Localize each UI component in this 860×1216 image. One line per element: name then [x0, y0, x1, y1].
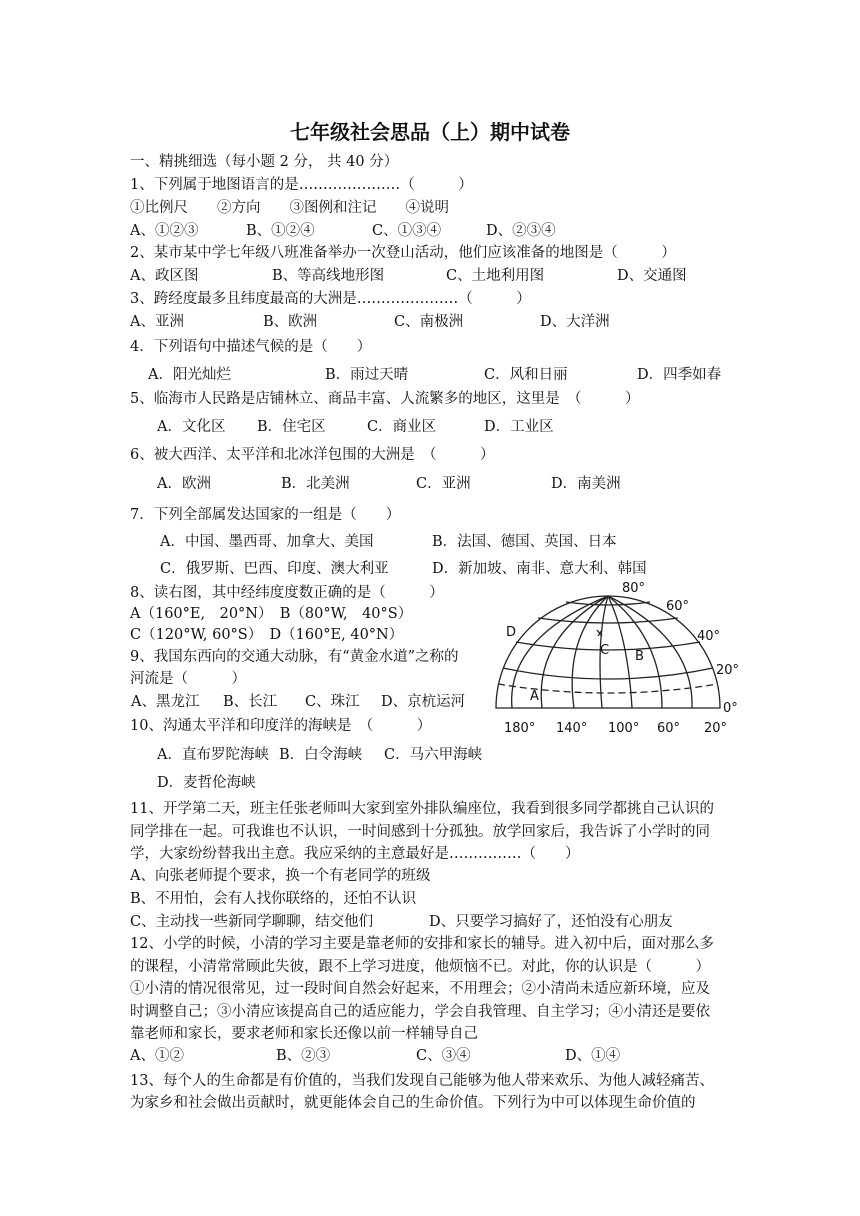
q5-option-d: D．工业区 [484, 419, 554, 435]
q3-option-a: A、亚洲 [130, 314, 184, 330]
q1-option-d: D、②③④ [486, 223, 556, 239]
q7-option-a: A．中国、墨西哥、加拿大、美国 [160, 534, 374, 550]
q6-option-c: C．亚洲 [416, 476, 471, 492]
q5-option-c: C．商业区 [367, 419, 437, 435]
q6-option-a: A．欧洲 [157, 476, 211, 492]
point-label-a: A [530, 689, 539, 704]
q11-option-c: C、主动找一些新同学聊聊，结交他们 [130, 914, 374, 930]
q8-options-ab: A（160°E, 20°N） B（80°W, 40°S） [130, 606, 413, 622]
q7-stem: 7．下列全部属发达国家的一组是（ ） [130, 507, 401, 523]
q9-option-b: B、长江 [223, 694, 278, 710]
q9-stem-line2: 河流是（ ） [130, 671, 246, 687]
q6-stem: 6、被大西洋、太平洋和北冰洋包围的大洲是 （ ） [130, 447, 495, 463]
q1-option-c: C、①③④ [372, 223, 442, 239]
q13-line: 为家乡和社会做出贡献时，就更能体会自己的生命价值。下列行为中可以体现生命价值的 [130, 1095, 696, 1111]
lon-label-60: 60° [657, 721, 681, 736]
q3-option-d: D、大洋洲 [540, 314, 610, 330]
q1-stem: 1、下列属于地图语言的是…………………（ ） [130, 177, 473, 193]
lon-label-140: 140° [556, 721, 588, 736]
q3-option-c: C、南极洲 [394, 314, 464, 330]
lon-label-100: 100° [608, 721, 640, 736]
meridian-line [608, 596, 632, 708]
q4-option-a: A．阳光灿烂 [148, 367, 231, 383]
q10-option-c: C．马六甲海峡 [384, 747, 483, 763]
lat-label-0: 0° [723, 701, 738, 716]
q9-stem-line1: 9、我国东西向的交通大动脉，有“黄金水道”之称的 [130, 649, 459, 665]
parallel-line [566, 602, 650, 605]
q4-option-c: C．风和日丽 [484, 367, 568, 383]
q12-line: 靠老师和家长，要求老师和家长还像以前一样辅导自己 [130, 1026, 478, 1042]
latitude-longitude-map [494, 578, 746, 740]
q8-stem: 8、读右图，其中经纬度度数正确的是（ ） [130, 585, 444, 601]
q12-option-a: A、①② [130, 1048, 184, 1064]
lon-label-180: 180° [504, 721, 536, 736]
q12-line: 时调整自己；③小清应该提高自己的适应能力，学会自我管理、自主学习；④小清还是要依 [130, 1004, 710, 1020]
q6-option-d: D．南美洲 [551, 476, 621, 492]
q4-stem: 4．下列语句中描述气候的是（ ） [130, 339, 372, 355]
q9-option-d: D、京杭运河 [381, 694, 466, 710]
q11-option-d: D、只要学习搞好了，还怕没有心朋友 [429, 914, 673, 930]
q11-option-b: B、不用怕，会有人找你联络的，还怕不认识 [130, 891, 417, 907]
q4-option-d: D．四季如春 [637, 367, 722, 383]
q4-option-b: B．雨过天晴 [325, 367, 409, 383]
q10-option-a: A．直布罗陀海峡 [157, 747, 269, 763]
q9-option-a: A、黑龙江 [131, 694, 200, 710]
lat-label-40: 40° [697, 629, 721, 644]
q5-stem: 5、临海市人民路是店铺林立、商品丰富、人流繁多的地区，这里是 （ ） [130, 391, 640, 407]
q12-option-c: C、③④ [416, 1048, 471, 1064]
section-heading: 一、精挑细选（每小题 2 分， 共 40 分） [130, 154, 399, 170]
point-label-b: B [635, 649, 644, 664]
q11-line: 11、开学第二天，班主任张老师叫大家到室外排队编座位，我看到很多同学都挑自己认识的 [130, 801, 714, 817]
lat-label-20: 20° [716, 663, 740, 678]
lon-label-20: 20° [704, 721, 728, 736]
q6-option-b: B．北美洲 [281, 476, 350, 492]
q1-option-b: B、①②④ [246, 223, 315, 239]
q10-option-d: D．麦哲伦海峡 [157, 775, 256, 791]
point-label-c: C [600, 643, 610, 658]
q12-line: ①小清的情况很常见，过一段时间自然会好起来，不用理会；②小清尚未适应新环境，应及 [130, 981, 710, 997]
lat-label-60: 60° [666, 599, 690, 614]
q5-option-b: B．住宅区 [257, 419, 326, 435]
q3-option-b: B、欧洲 [263, 314, 318, 330]
q12-line: 12、小学的时候，小清的学习主要是靠老师的安排和家长的辅导。进入初中后，面对那么多 [130, 936, 714, 952]
q11-option-a: A、向张老师提个要求，换一个有老同学的班级 [130, 868, 431, 884]
q11-line: 学，大家纷纷替我出主意。我应采纳的主意最好是……………（ ） [130, 846, 580, 862]
q7-option-b: B．法国、德国、英国、日本 [432, 534, 617, 550]
q7-option-d: D．新加坡、南非、意大利、韩国 [432, 561, 647, 577]
q8-options-cd: C（120°W, 60°S） D（160°E, 40°N） [130, 627, 404, 643]
exam-title: 七年级社会思品（上）期中试卷 [290, 120, 570, 144]
q11-line: 同学排在一起。可我谁也不认识，一时间感到十分孤独。放学回家后，我告诉了小学时的同 [130, 824, 710, 840]
lat-label-80: 80° [622, 581, 646, 596]
q1-option-a: A、①②③ [130, 223, 199, 239]
point-label-d: D [506, 625, 517, 640]
q5-option-a: A．文化区 [157, 419, 226, 435]
q2-option-a: A、政区图 [130, 268, 199, 284]
parallel-line [503, 668, 713, 679]
q1-items: ①比例尺 ②方向 ③图例和注记 ④说明 [130, 200, 449, 216]
q12-option-b: B、②③ [276, 1048, 331, 1064]
q12-option-d: D、①④ [565, 1048, 621, 1064]
q13-line: 13、每个人的生命都是有价值的，当我们发现自己能够为他人带来欢乐、为他人减轻痛苦、 [130, 1073, 714, 1089]
q9-option-c: C、珠江 [305, 694, 360, 710]
q12-line: 的课程，小清常常顾此失彼，跟不上学习进度，他烦恼不已。对此，你的认识是（ ） [130, 959, 710, 975]
q7-option-c: C．俄罗斯、巴西、印度、澳大利亚 [160, 561, 389, 577]
q3-stem: 3、跨经度最多且纬度最高的大洲是…………………（ ） [130, 291, 531, 307]
q2-stem: 2、某市某中学七年级八班准备举办一次登山活动，他们应该准备的地图是（ ） [130, 245, 676, 261]
q10-option-b: B．白令海峡 [279, 747, 363, 763]
q2-option-c: C、土地利用图 [446, 268, 545, 284]
q2-option-d: D、交通图 [617, 268, 687, 284]
q10-stem: 10、沟通太平洋和印度洋的海峡是 （ ） [130, 718, 432, 734]
q2-option-b: B、等高线地形图 [272, 268, 385, 284]
